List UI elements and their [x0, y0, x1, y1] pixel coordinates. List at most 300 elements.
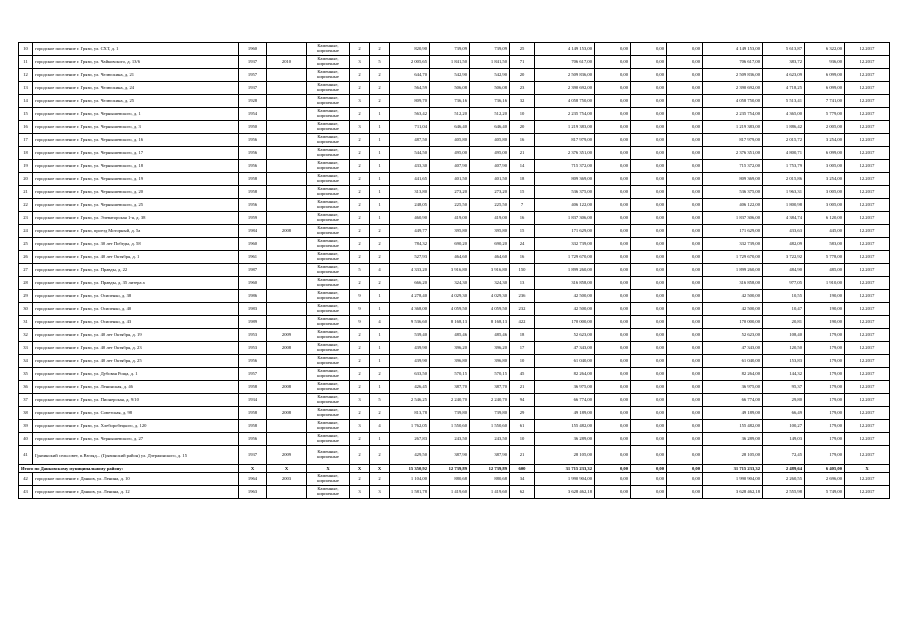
table-row — [19, 342, 890, 355]
living-area-cell: 1 419,60 — [430, 486, 470, 499]
owner-funds-cell: 706 617,00 — [703, 56, 763, 69]
fund-a-cell: 0,00 — [595, 147, 631, 160]
residents-cell: 20 — [510, 69, 535, 82]
entrances-cell: 2 — [370, 368, 390, 381]
deadline-cell: 12.2017 — [845, 212, 890, 225]
deadline-cell: 12.2017 — [845, 394, 890, 407]
owner-funds-cell: 332 739,00 — [703, 238, 763, 251]
living-area-cell: 273,20 — [430, 186, 470, 199]
deadline-cell: 12.2017 — [845, 355, 890, 368]
fund-a-cell: 0,00 — [595, 277, 631, 290]
max-unit-cost-cell: 3 254,00 — [805, 134, 845, 147]
year-built-cell: 1937 — [239, 446, 267, 465]
owner-funds-cell: 4 149 153,00 — [703, 43, 763, 56]
area-cell: 401,50 — [470, 173, 510, 186]
cost-total-cell: 316 858,00 — [535, 277, 595, 290]
fund-b-cell: 0,00 — [631, 134, 667, 147]
year-renovated-cell — [267, 303, 307, 316]
year-built-cell: 1989 — [239, 316, 267, 329]
address-cell: городское поселение г. Грязи, ул. Хлеборобецкого, д. 120 — [33, 420, 239, 433]
cost-total-cell: 66 774,00 — [535, 394, 595, 407]
year-built-cell: 1961 — [239, 251, 267, 264]
table-row — [19, 433, 890, 446]
deadline-cell: 12.2017 — [845, 186, 890, 199]
fund-a-cell: 0,00 — [595, 316, 631, 329]
fund-b-cell: 0,00 — [631, 121, 667, 134]
address-cell: городское поселение г. Грязи, ул. Дубовая Роща, д. 1 — [33, 368, 239, 381]
unit-cost-cell: 2 015,86 — [763, 173, 805, 186]
entrances-cell: 1 — [370, 199, 390, 212]
unit-cost-cell: 5 513,41 — [763, 95, 805, 108]
year-built-cell: 1963 — [239, 486, 267, 499]
fund-c-cell: 0,00 — [667, 212, 703, 225]
year-renovated-cell — [267, 95, 307, 108]
unit-cost-cell: 482,09 — [763, 238, 805, 251]
total-area-cell: 633,50 — [390, 368, 430, 381]
area-cell: 387,70 — [470, 381, 510, 394]
fund-a-cell: 0,00 — [595, 160, 631, 173]
floors-cell: 2 — [350, 212, 370, 225]
total-year-renovated-cell: X — [267, 465, 307, 473]
residents-cell: 10 — [510, 108, 535, 121]
row-number: 29 — [19, 290, 33, 303]
year-built-cell: 1956 — [239, 134, 267, 147]
unit-cost-cell: 2 555,98 — [763, 486, 805, 499]
owner-funds-cell: 170 000,00 — [703, 316, 763, 329]
floors-cell: 2 — [350, 147, 370, 160]
wall-material-cell: Каменные, кирпичные — [307, 355, 350, 368]
table-row — [19, 264, 890, 277]
wall-material-cell: Каменные, кирпичные — [307, 486, 350, 499]
deadline-cell: 12.2017 — [845, 264, 890, 277]
owner-funds-cell: 42 500,00 — [703, 303, 763, 316]
wall-material-cell: Каменные, кирпичные — [307, 95, 350, 108]
max-unit-cost-cell: 3 005,00 — [805, 199, 845, 212]
entrances-cell: 1 — [370, 433, 390, 446]
total-area-cell: 527,93 — [390, 251, 430, 264]
total-area-cell: 784,32 — [390, 238, 430, 251]
fund-c-cell: 0,00 — [667, 199, 703, 212]
residents-cell: 32 — [510, 95, 535, 108]
owner-funds-cell: 406 122,00 — [703, 199, 763, 212]
deadline-cell: 12.2017 — [845, 446, 890, 465]
cost-total-cell: 1 899 260,00 — [535, 264, 595, 277]
table-row — [19, 82, 890, 95]
living-area-cell: 495,00 — [430, 147, 470, 160]
fund-c-cell: 0,00 — [667, 121, 703, 134]
floors-cell: 2 — [350, 368, 370, 381]
table-row — [19, 446, 890, 465]
area-cell: 506,08 — [470, 82, 510, 95]
area-cell: 4 029,30 — [470, 290, 510, 303]
living-area-cell: 4 059,50 — [430, 303, 470, 316]
deadline-cell: 12.2017 — [845, 473, 890, 486]
area-cell: 8 168,13 — [470, 316, 510, 329]
fund-c-cell: 0,00 — [667, 486, 703, 499]
year-renovated-cell — [267, 290, 307, 303]
year-built-cell: 1937 — [239, 56, 267, 69]
fund-a-cell: 0,00 — [595, 433, 631, 446]
year-built-cell: 1958 — [239, 381, 267, 394]
floors-cell: 3 — [350, 486, 370, 499]
entrances-cell: 2 — [370, 238, 390, 251]
entrances-cell: 1 — [370, 329, 390, 342]
max-unit-cost-cell: 179,00 — [805, 329, 845, 342]
max-unit-cost-cell: 190,00 — [805, 290, 845, 303]
living-area-cell: 506,08 — [430, 82, 470, 95]
living-area-cell: 739,09 — [430, 43, 470, 56]
deadline-cell: 12.2017 — [845, 108, 890, 121]
wall-material-cell: Каменные, кирпичные — [307, 43, 350, 56]
unit-cost-cell: 4 718,25 — [763, 82, 805, 95]
residents-cell: 232 — [510, 303, 535, 316]
wall-material-cell: Каменные, кирпичные — [307, 394, 350, 407]
deadline-cell: 12.2017 — [845, 95, 890, 108]
fund-b-cell: 0,00 — [631, 212, 667, 225]
cost-total-cell: 42 500,00 — [535, 290, 595, 303]
year-built-cell: 1983 — [239, 303, 267, 316]
entrances-cell: 1 — [370, 342, 390, 355]
row-number: 43 — [19, 486, 33, 499]
owner-funds-cell: 536 375,00 — [703, 186, 763, 199]
cost-total-cell: 4 149 153,00 — [535, 43, 595, 56]
max-unit-cost-cell: 1 910,00 — [805, 277, 845, 290]
year-renovated-cell — [267, 486, 307, 499]
housing-registry-table — [18, 42, 890, 499]
total-area-cell: 439,90 — [390, 355, 430, 368]
total-entrances-cell: X — [370, 465, 390, 473]
floors-cell: 2 — [350, 381, 370, 394]
fund-c-cell: 0,00 — [667, 277, 703, 290]
row-number: 25 — [19, 238, 33, 251]
fund-b-cell: 0,00 — [631, 329, 667, 342]
unit-cost-cell: 4 623,09 — [763, 69, 805, 82]
year-renovated-cell: 2010 — [267, 56, 307, 69]
max-unit-cost-cell: 179,00 — [805, 394, 845, 407]
fund-a-cell: 0,00 — [595, 381, 631, 394]
floors-cell: 9 — [350, 290, 370, 303]
year-renovated-cell: 2008 — [267, 225, 307, 238]
fund-a-cell: 0,00 — [595, 108, 631, 121]
unit-cost-cell: 108,40 — [763, 329, 805, 342]
table-row — [19, 303, 890, 316]
owner-funds-cell: 28 105,00 — [703, 446, 763, 465]
year-built-cell: 1959 — [239, 212, 267, 225]
cost-total-cell: 2 376 351,00 — [535, 147, 595, 160]
row-number: 42 — [19, 473, 33, 486]
fund-c-cell: 0,00 — [667, 316, 703, 329]
area-cell: 387,90 — [470, 446, 510, 465]
max-unit-cost-cell: 179,00 — [805, 355, 845, 368]
floors-cell: 2 — [350, 43, 370, 56]
residents-cell: 236 — [510, 290, 535, 303]
unit-cost-cell: 4 800,71 — [763, 147, 805, 160]
row-number: 12 — [19, 69, 33, 82]
total-area-cell: 564,59 — [390, 82, 430, 95]
fund-a-cell: 0,00 — [595, 473, 631, 486]
max-unit-cost-cell: 179,00 — [805, 407, 845, 420]
total-area-cell: 439,90 — [390, 342, 430, 355]
deadline-cell: 12.2017 — [845, 173, 890, 186]
row-number: 11 — [19, 56, 33, 69]
total-max-unit-cost-cell: 6 405,00 — [805, 465, 845, 473]
fund-a-cell: 0,00 — [595, 264, 631, 277]
max-unit-cost-cell: 179,00 — [805, 381, 845, 394]
total-area-cell: 460,90 — [390, 212, 430, 225]
table-row — [19, 108, 890, 121]
unit-cost-cell: 10,47 — [763, 303, 805, 316]
fund-a-cell: 0,00 — [595, 199, 631, 212]
deadline-cell: 12.2017 — [845, 368, 890, 381]
year-built-cell: 1957 — [239, 368, 267, 381]
residents-cell: 29 — [510, 407, 535, 420]
fund-c-cell: 0,00 — [667, 381, 703, 394]
cost-total-cell: 817 979,00 — [535, 134, 595, 147]
living-area-cell: 243,50 — [430, 433, 470, 446]
deadline-cell: 12.2017 — [845, 381, 890, 394]
year-built-cell: 1958 — [239, 420, 267, 433]
cost-total-cell: 170 000,00 — [535, 316, 595, 329]
residents-cell: 21 — [510, 147, 535, 160]
wall-material-cell: Каменные, кирпичные — [307, 82, 350, 95]
address-cell: городское поселение г. Грязи, ул. Ленинская, д. 46 — [33, 381, 239, 394]
row-number: 13 — [19, 82, 33, 95]
owner-funds-cell: 817 979,00 — [703, 134, 763, 147]
fund-a-cell: 0,00 — [595, 238, 631, 251]
fund-a-cell: 0,00 — [595, 329, 631, 342]
wall-material-cell: Каменные, кирпичные — [307, 108, 350, 121]
row-number: 16 — [19, 121, 33, 134]
residents-cell: 10 — [510, 433, 535, 446]
owner-funds-cell: 2 509 836,00 — [703, 69, 763, 82]
address-cell: городское поселение г. Грязи, ул. Осипенко, д. 38 — [33, 290, 239, 303]
area-cell: 880,68 — [470, 473, 510, 486]
living-area-cell: 387,90 — [430, 446, 470, 465]
living-area-cell: 387,70 — [430, 381, 470, 394]
max-unit-cost-cell: 179,00 — [805, 368, 845, 381]
total-wall-material-cell: X — [307, 465, 350, 473]
table-row — [19, 394, 890, 407]
year-renovated-cell — [267, 82, 307, 95]
entrances-cell: 1 — [370, 108, 390, 121]
deadline-cell: 12.2017 — [845, 225, 890, 238]
cost-total-cell: 36 975,00 — [535, 381, 595, 394]
address-cell: городское поселение г. Грязи, ул. 40 лет Октября, д. 1 — [33, 251, 239, 264]
wall-material-cell: Каменные, кирпичные — [307, 316, 350, 329]
row-number: 18 — [19, 147, 33, 160]
row-number: 14 — [19, 95, 33, 108]
table-row — [19, 238, 890, 251]
residents-cell: 422 — [510, 316, 535, 329]
total-area-cell: 4 278,40 — [390, 290, 430, 303]
wall-material-cell: Каменные, кирпичные — [307, 134, 350, 147]
year-renovated-cell: 2008 — [267, 381, 307, 394]
year-built-cell: 1956 — [239, 199, 267, 212]
year-built-cell: 1956 — [239, 433, 267, 446]
unit-cost-cell: 4 384,74 — [763, 212, 805, 225]
area-cell: 495,00 — [470, 147, 510, 160]
deadline-cell: 12.2017 — [845, 316, 890, 329]
living-area-cell: 464,60 — [430, 251, 470, 264]
owner-funds-cell: 2 235 754,00 — [703, 108, 763, 121]
year-built-cell: 1958 — [239, 173, 267, 186]
row-number: 10 — [19, 43, 33, 56]
residents-cell: 16 — [510, 212, 535, 225]
total-owner-funds-cell: 31 715 233,32 — [703, 465, 763, 473]
entrances-cell: 2 — [370, 69, 390, 82]
year-renovated-cell — [267, 173, 307, 186]
fund-a-cell: 0,00 — [595, 368, 631, 381]
area-cell: 736,16 — [470, 95, 510, 108]
unit-cost-cell: 484,90 — [763, 264, 805, 277]
fund-b-cell: 0,00 — [631, 342, 667, 355]
living-area-cell: 324,30 — [430, 277, 470, 290]
cost-total-cell: 1 990 904,00 — [535, 473, 595, 486]
year-renovated-cell — [267, 147, 307, 160]
fund-b-cell: 0,00 — [631, 420, 667, 433]
address-cell: городское поселение г. Грязи, ул. Челюскина, д. 25 — [33, 95, 239, 108]
entrances-cell: 2 — [370, 43, 390, 56]
max-unit-cost-cell: 3 005,00 — [805, 160, 845, 173]
fund-a-cell: 0,00 — [595, 394, 631, 407]
year-built-cell: 1958 — [239, 186, 267, 199]
entrances-cell: 2 — [370, 95, 390, 108]
entrances-cell: 2 — [370, 446, 390, 465]
max-unit-cost-cell: 179,00 — [805, 446, 845, 465]
table-row — [19, 486, 890, 499]
residents-cell: 14 — [510, 160, 535, 173]
unit-cost-cell: 20,81 — [763, 316, 805, 329]
year-renovated-cell — [267, 394, 307, 407]
unit-cost-cell: 977,05 — [763, 277, 805, 290]
floors-cell: 2 — [350, 173, 370, 186]
cost-total-cell: 42 500,00 — [535, 303, 595, 316]
total-area-cell: 820,90 — [390, 43, 430, 56]
unit-cost-cell: 383,72 — [763, 56, 805, 69]
floors-cell: 2 — [350, 108, 370, 121]
fund-a-cell: 0,00 — [595, 225, 631, 238]
fund-b-cell: 0,00 — [631, 186, 667, 199]
fund-c-cell: 0,00 — [667, 147, 703, 160]
floors-cell: 2 — [350, 186, 370, 199]
owner-funds-cell: 3 628 462,18 — [703, 486, 763, 499]
year-built-cell: 1987 — [239, 264, 267, 277]
address-cell: городское поселение г. Грязи, ул. Чернышевского, д. 20 — [33, 186, 239, 199]
fund-a-cell: 0,00 — [595, 486, 631, 499]
floors-cell: 9 — [350, 316, 370, 329]
wall-material-cell: Каменные, кирпичные — [307, 446, 350, 465]
address-cell: городское поселение г. Данков, ул. Ленина, д. 12 — [33, 486, 239, 499]
fund-a-cell: 0,00 — [595, 121, 631, 134]
address-cell: городское поселение г. Грязи, ул. Осипенко, д. 40 — [33, 303, 239, 316]
area-cell: 4 059,50 — [470, 303, 510, 316]
year-renovated-cell: 2008 — [267, 342, 307, 355]
entrances-cell: 2 — [370, 82, 390, 95]
year-built-cell: 1950 — [239, 121, 267, 134]
fund-a-cell: 0,00 — [595, 303, 631, 316]
fund-b-cell: 0,00 — [631, 277, 667, 290]
fund-b-cell: 0,00 — [631, 56, 667, 69]
owner-funds-cell: 4 058 750,00 — [703, 95, 763, 108]
fund-b-cell: 0,00 — [631, 355, 667, 368]
deadline-cell: 12.2017 — [845, 433, 890, 446]
unit-cost-cell: 10,55 — [763, 290, 805, 303]
total-residents-cell: 600 — [510, 465, 535, 473]
wall-material-cell: Каменные, кирпичные — [307, 329, 350, 342]
floors-cell: 2 — [350, 446, 370, 465]
max-unit-cost-cell: 6 120,00 — [805, 212, 845, 225]
max-unit-cost-cell: 6 099,00 — [805, 69, 845, 82]
fund-a-cell: 0,00 — [595, 407, 631, 420]
fund-a-cell: 0,00 — [595, 69, 631, 82]
max-unit-cost-cell: 190,00 — [805, 303, 845, 316]
area-cell: 324,30 — [470, 277, 510, 290]
area-cell: 464,60 — [470, 251, 510, 264]
address-cell: городское поселение г. Грязи, ул. Правды, д. 22 — [33, 264, 239, 277]
row-number: 38 — [19, 407, 33, 420]
address-cell: городское поселение г. Грязи, ул. Чернышевского, д. 3 — [33, 121, 239, 134]
address-cell: городское поселение г. Грязи, ул. Чернышевского, д. 19 — [33, 173, 239, 186]
unit-cost-cell: 1 886,42 — [763, 121, 805, 134]
fund-b-cell: 0,00 — [631, 433, 667, 446]
entrances-cell: 2 — [370, 473, 390, 486]
floors-cell: 2 — [350, 277, 370, 290]
unit-cost-cell: 120,50 — [763, 342, 805, 355]
deadline-cell: 12.2017 — [845, 342, 890, 355]
unit-cost-cell: 153,83 — [763, 355, 805, 368]
residents-cell: 10 — [510, 355, 535, 368]
living-area-cell: 8 168,13 — [430, 316, 470, 329]
fund-c-cell: 0,00 — [667, 303, 703, 316]
max-unit-cost-cell: 485,00 — [805, 264, 845, 277]
residents-cell: 13 — [510, 277, 535, 290]
wall-material-cell: Каменные, кирпичные — [307, 420, 350, 433]
wall-material-cell: Каменные, кирпичные — [307, 473, 350, 486]
row-number: 35 — [19, 368, 33, 381]
wall-material-cell: Каменные, кирпичные — [307, 433, 350, 446]
fund-c-cell: 0,00 — [667, 420, 703, 433]
floors-cell: 2 — [350, 433, 370, 446]
table-row — [19, 407, 890, 420]
year-built-cell: 1958 — [239, 407, 267, 420]
fund-b-cell: 0,00 — [631, 147, 667, 160]
living-area-cell: 419,00 — [430, 212, 470, 225]
fund-a-cell: 0,00 — [595, 186, 631, 199]
floors-cell: 2 — [350, 199, 370, 212]
row-number: 24 — [19, 225, 33, 238]
unit-cost-cell: 149,03 — [763, 433, 805, 446]
year-built-cell: 1928 — [239, 95, 267, 108]
fund-c-cell: 0,00 — [667, 342, 703, 355]
cost-total-cell: 406 122,00 — [535, 199, 595, 212]
living-area-cell: 225,50 — [430, 199, 470, 212]
cost-total-cell: 61 040,00 — [535, 355, 595, 368]
residents-cell: 62 — [510, 486, 535, 499]
owner-funds-cell: 36 289,00 — [703, 433, 763, 446]
area-cell: 395,80 — [470, 225, 510, 238]
unit-cost-cell: 2 260,55 — [763, 473, 805, 486]
fund-c-cell: 0,00 — [667, 394, 703, 407]
table-row — [19, 199, 890, 212]
entrances-cell: 5 — [370, 56, 390, 69]
deadline-cell: 12.2017 — [845, 56, 890, 69]
year-renovated-cell — [267, 355, 307, 368]
total-floors-cell: X — [350, 465, 370, 473]
owner-funds-cell: 1 729 670,00 — [703, 251, 763, 264]
total-area-cell: 544,50 — [390, 147, 430, 160]
fund-c-cell: 0,00 — [667, 473, 703, 486]
floors-cell: 2 — [350, 329, 370, 342]
